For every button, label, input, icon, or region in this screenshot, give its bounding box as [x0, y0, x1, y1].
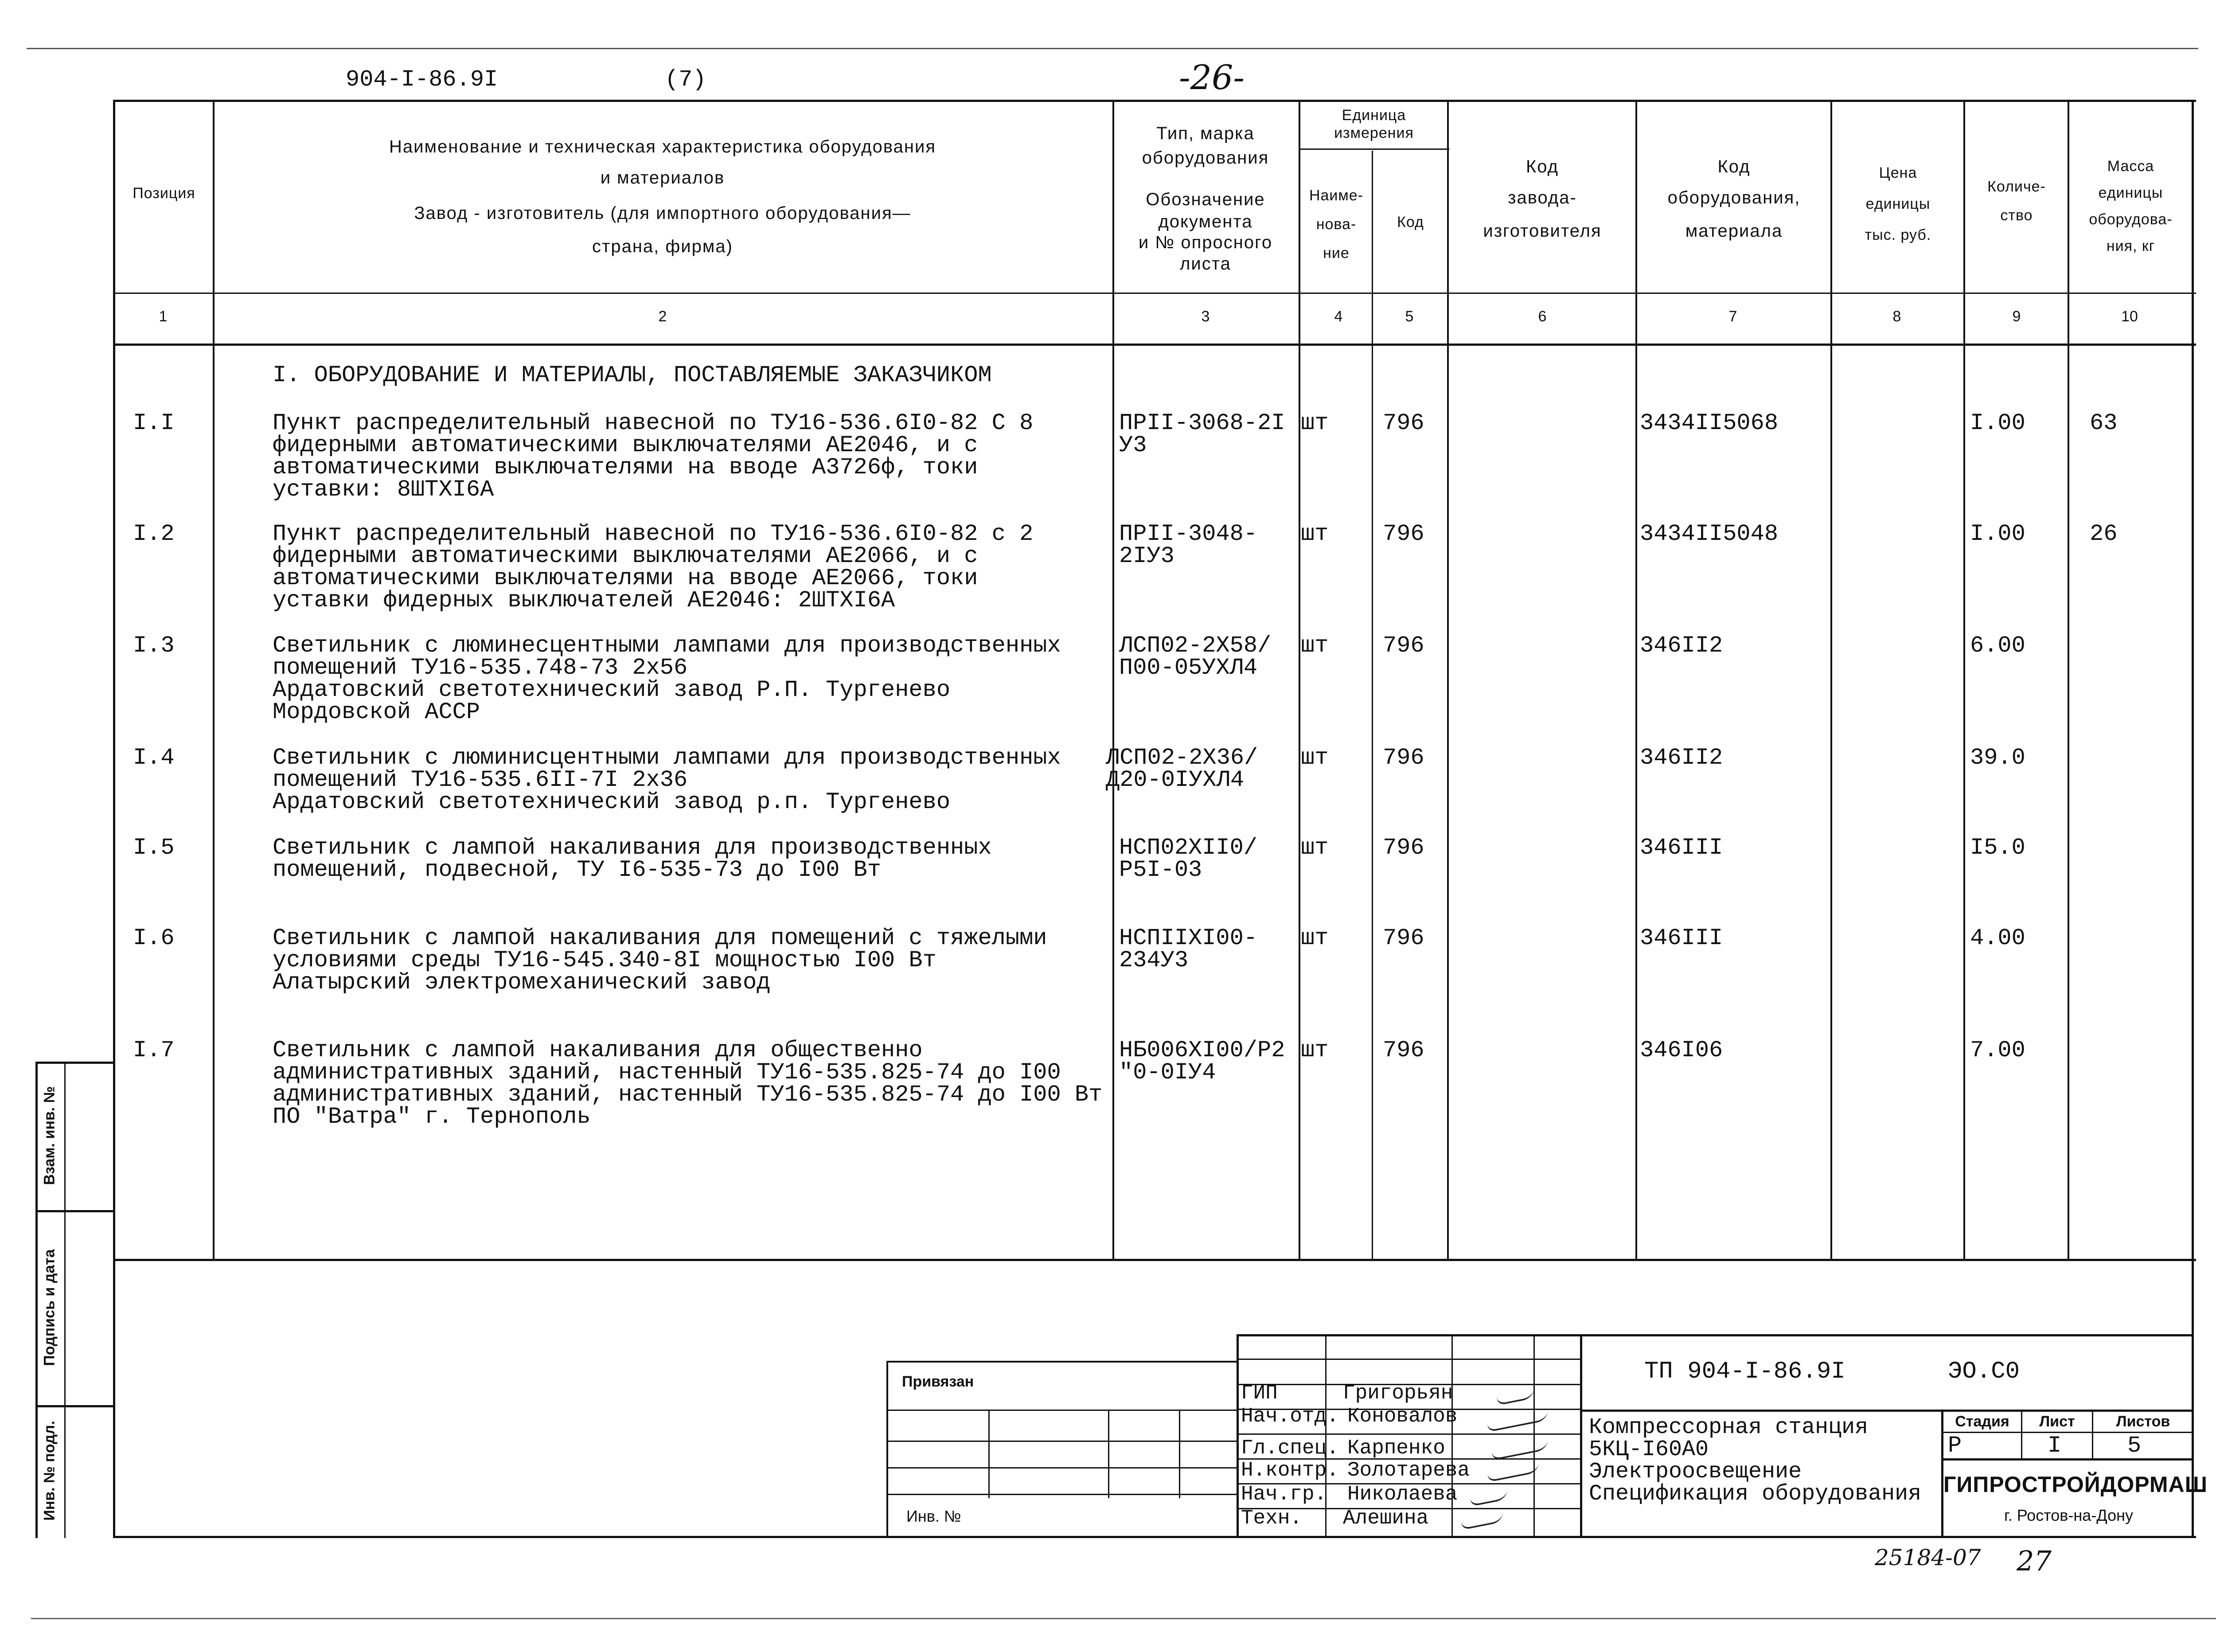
- col-number-9: 9: [2012, 308, 2021, 325]
- name-nikolaeva: Николаева: [1347, 1483, 1458, 1506]
- section-title: I. ОБОРУДОВАНИЕ И МАТЕРИАЛЫ, ПОСТАВЛЯЕМЫЕ ЗАКАЗЧИКОМ: [273, 362, 992, 388]
- row-2-unit-code: 796: [1383, 521, 1424, 547]
- role-head-group: Нач.гр.: [1241, 1483, 1327, 1506]
- header-price-3: тыс. руб.: [1865, 227, 1931, 243]
- header-mass-4: ния, кг: [2106, 238, 2155, 254]
- row-6-pos: I.6: [133, 925, 175, 951]
- signature-mark: [1491, 1431, 1550, 1461]
- stamp-doc-code: ТП 904-I-86.9I: [1644, 1358, 1845, 1385]
- row-7-unit-code: 796: [1383, 1037, 1424, 1063]
- doc-code: 904-I-86.9I: [346, 66, 498, 93]
- row-2-equip-code: 3434II5048: [1640, 521, 1779, 547]
- row-4-unit-code: 796: [1383, 745, 1424, 771]
- title-line-1: Компрессорная станция: [1589, 1415, 1869, 1440]
- header-bottom: [113, 344, 2196, 346]
- org-name: ГИПРОСТРОЙДОРМАШ: [1943, 1472, 2208, 1497]
- signature-mark: [1486, 1402, 1550, 1433]
- col-number-3: 3: [1201, 308, 1210, 325]
- row-3-pos: I.3: [133, 633, 175, 659]
- row-5-unit-code: 796: [1383, 835, 1424, 861]
- col-number-2: 2: [658, 308, 667, 325]
- side-label-signature: Подпись и дата: [41, 1249, 58, 1366]
- row-4-pos: I.4: [133, 745, 175, 771]
- signature-mark: [1469, 1480, 1510, 1507]
- header-name-4: страна, фирма): [592, 237, 733, 256]
- row-3-name: Светильник с люминесцентными лампами для производственных помещений ТУ16-535.748-73 2х56 Ардатовский светотехнический завод Р.П. Тургенево Мордовской АССР: [273, 633, 1061, 725]
- title-line-3: Электроосвещение: [1589, 1459, 1802, 1484]
- header-unit-name-2: нова-: [1316, 216, 1357, 233]
- header-unit-code: Код: [1397, 214, 1424, 230]
- row-3-qty: 6.00: [1970, 633, 2025, 659]
- footer-number: 25184-07: [1875, 1545, 1981, 1570]
- row-1-name: Пункт распределительный навесной по ТУ16-536.6I0-82 С 8 фидерными автоматическими выключателями АЕ2046, и с автоматическими выключателями на вводе А3726ф, токи уставки: 8ШТХI6А: [273, 410, 1034, 503]
- col-number-6: 6: [1538, 308, 1547, 325]
- name-zolotareva: Золотарева: [1347, 1459, 1470, 1482]
- row-3-unit: шт: [1301, 633, 1329, 659]
- row-1-mass: 63: [2090, 410, 2118, 436]
- side-label-replacement: Взам. инв. №: [41, 1086, 58, 1185]
- header-equip-2: оборудования,: [1667, 188, 1801, 207]
- header-doc-1: Обозначение: [1146, 190, 1265, 209]
- header-maker-3: изготовителя: [1483, 221, 1602, 241]
- row-6-equip-code: 346III: [1640, 925, 1723, 951]
- row-1-equip-code: 3434II5068: [1640, 410, 1779, 436]
- row-3-equip-code: 346II2: [1640, 633, 1723, 659]
- header-position: Позиция: [133, 185, 195, 202]
- role-gip: ГИП: [1241, 1382, 1278, 1405]
- header-unit-name-3: ние: [1323, 245, 1350, 262]
- name-konovalov: Коновалов: [1347, 1405, 1458, 1428]
- header-doc-4: листа: [1180, 254, 1231, 273]
- header-mass-3: оборудова-: [2089, 211, 2173, 228]
- row-2-name: Пункт распределительный навесной по ТУ16-536.6I0-82 с 2 фидерными автоматическими выключателями АЕ2066, и с автоматическими выключателями на вводе АЕ2066, токи уставки фидерных выключателей АЕ2046: 2ШТХI6А: [273, 521, 1034, 613]
- row-7-pos: I.7: [133, 1037, 175, 1063]
- row-1-type: ПРII-3068-2I У3: [1119, 410, 1285, 458]
- header-equip-1: Код: [1717, 157, 1751, 176]
- row-6-qty: 4.00: [1970, 925, 2025, 951]
- frame-right: [2192, 100, 2194, 1538]
- signature-mark: [1460, 1503, 1505, 1531]
- row-1-qty: I.00: [1970, 410, 2025, 436]
- header-price-2: единицы: [1865, 195, 1931, 212]
- row-6-unit-code: 796: [1383, 925, 1424, 951]
- header-qty-1: Количе-: [1987, 178, 2046, 195]
- row-5-equip-code: 346III: [1640, 835, 1723, 861]
- row-3-unit-code: 796: [1383, 633, 1424, 659]
- col-number-10: 10: [2121, 308, 2138, 325]
- row-4-unit: шт: [1301, 745, 1329, 771]
- role-norm-control: Н.контр.: [1241, 1459, 1339, 1482]
- title-line-4: Спецификация оборудования: [1589, 1481, 1922, 1507]
- org-city: г. Ростов-на-Дону: [2004, 1506, 2133, 1524]
- frame-bottom: [113, 1536, 2196, 1538]
- row-1-pos: I.I: [133, 410, 175, 436]
- header-name-2: и материалов: [600, 168, 725, 187]
- row-7-qty: 7.00: [1970, 1037, 2025, 1063]
- row-4-name: Светильник с люминисцентными лампами для производственных помещений ТУ16-535.6II-7I 2х36 Ардатовский светотехнический завод р.п. Тургенево: [273, 745, 1061, 815]
- header-unit-name-1: Наиме-: [1309, 187, 1364, 204]
- header-doc-2: документа: [1158, 212, 1253, 231]
- header-mass-2: единицы: [2098, 184, 2163, 201]
- col-number-8: 8: [1892, 308, 1901, 325]
- sheets-value: 5: [2127, 1433, 2142, 1459]
- sheets-label: Листов: [2116, 1413, 2170, 1430]
- row-2-unit: шт: [1301, 521, 1329, 547]
- header-equip-3: материала: [1685, 221, 1783, 241]
- header-maker-1: Код: [1525, 157, 1559, 176]
- header-price-1: Цена: [1879, 164, 1917, 181]
- row-7-name: Светильник с лампой накаливания для общественно административных зданий, настенный ТУ16-535.825-74 до I00 административных зданий, настенный ТУ16-535.825-74 до I00 Вт ПО "Ватра" г. Тернополь: [273, 1037, 1103, 1130]
- header-maker-2: завода-: [1508, 188, 1577, 207]
- row-6-type: НСПIIХI00- 234У3: [1119, 925, 1258, 973]
- title-line-2: 5КЦ-I60А0: [1589, 1437, 1709, 1462]
- row-4-qty: 39.0: [1970, 745, 2025, 771]
- name-karpenko: Карпенко: [1347, 1437, 1445, 1460]
- side-label-inventory: Инв. № подл.: [41, 1421, 58, 1521]
- row-5-type: НСП02ХII0/ Р5I-03: [1119, 835, 1258, 883]
- name-aleshina: Алешина: [1343, 1507, 1429, 1530]
- header-name-1: Наименование и техническая характеристика оборудования: [389, 137, 936, 156]
- header-name-3: Завод - изготовитель (для импортного оборудования—: [414, 203, 911, 223]
- row-5-qty: I5.0: [1970, 835, 2025, 861]
- col-number-4: 4: [1334, 308, 1343, 325]
- col-number-5: 5: [1405, 308, 1414, 325]
- row-2-qty: I.00: [1970, 521, 2025, 547]
- row-4-type: ЛСП02-2Х36/ Д20-0IУХЛ4: [1106, 745, 1258, 793]
- row-1-unit-code: 796: [1383, 410, 1424, 436]
- header-doc-3: и № опросного: [1138, 233, 1273, 252]
- role-head-dept: Нач.отд.: [1241, 1405, 1339, 1428]
- table-top: [113, 100, 2196, 102]
- sheet-index: (7): [665, 66, 706, 93]
- role-chief-spec: Гл.спец.: [1241, 1437, 1339, 1460]
- inv-label: Инв. №: [906, 1507, 961, 1525]
- header-qty-2: ство: [2000, 207, 2033, 224]
- name-grigoryan: Григорьян: [1343, 1382, 1453, 1405]
- table-body-bottom: [113, 1259, 2196, 1261]
- stage-value: Р: [1948, 1433, 1962, 1459]
- row-3-type: ЛСП02-2Х58/ П00-05УХЛ4: [1119, 633, 1272, 681]
- frame-left: [113, 100, 115, 1538]
- col-number-7: 7: [1728, 308, 1737, 325]
- footer-page: 27: [2017, 1545, 2052, 1577]
- row-5-name: Светильник с лампой накаливания для производственных помещений, подвесной, ТУ I6-535-73 до I00 Вт: [273, 835, 992, 883]
- bound-label: Привязан: [902, 1373, 974, 1390]
- role-tech: Техн.: [1241, 1507, 1303, 1530]
- row-7-type: НБ006ХI00/Р2 "0-0IУ4: [1119, 1037, 1285, 1086]
- row-2-type: ПРII-3048- 2IУ3: [1119, 521, 1258, 569]
- header-unit-2: измерения: [1334, 125, 1414, 141]
- col-number-1: 1: [159, 308, 168, 325]
- sheet-value: I: [2048, 1433, 2062, 1459]
- stage-label: Стадия: [1955, 1413, 2009, 1430]
- header-type-2: оборудования: [1142, 148, 1269, 168]
- row-5-unit: шт: [1301, 835, 1329, 861]
- row-2-pos: I.2: [133, 521, 175, 547]
- stamp-doc-mark: ЭО.С0: [1948, 1358, 2020, 1385]
- page-number: -26-: [1179, 58, 1245, 97]
- bottom-rule: [31, 1618, 2216, 1619]
- row-6-name: Светильник с лампой накаливания для помещений с тяжелыми условиями среды ТУ16-545.340-8I мощностью I00 Вт Алатырский электромеханический завод: [273, 925, 1047, 996]
- row-7-unit: шт: [1301, 1037, 1329, 1063]
- row-4-equip-code: 346II2: [1640, 745, 1723, 771]
- sheet-label: Лист: [2039, 1413, 2075, 1430]
- row-5-pos: I.5: [133, 835, 175, 861]
- top-rule: [27, 48, 2198, 49]
- row-2-mass: 26: [2090, 521, 2118, 547]
- header-mass-1: Масса: [2107, 158, 2154, 175]
- header-type-1: Тип, марка: [1156, 124, 1255, 143]
- row-1-unit: шт: [1301, 410, 1329, 436]
- header-unit-1: Единица: [1342, 107, 1406, 124]
- row-6-unit: шт: [1301, 925, 1329, 951]
- row-7-equip-code: 346I06: [1640, 1037, 1723, 1063]
